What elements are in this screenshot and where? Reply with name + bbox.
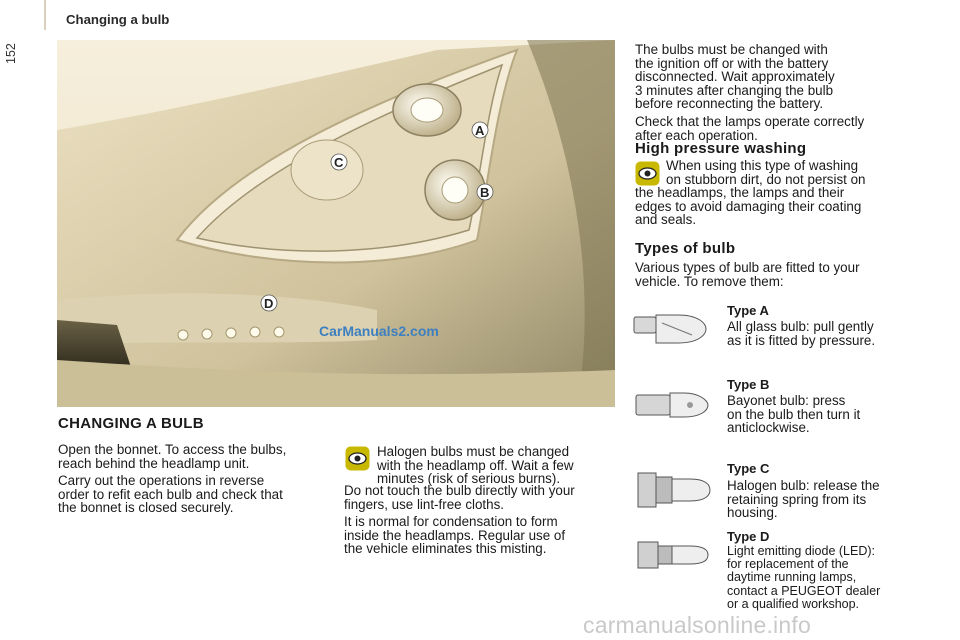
types-intro: Various types of bulb are fitted to your vehicle. To remove them: — [635, 260, 860, 289]
label-d: D — [264, 296, 274, 311]
page-title: Changing a bulb — [66, 12, 170, 27]
intro-paragraph: Open the bonnet. To access the bulbs, reach behind the headlamp unit. Carry out the operations in reverse order to refit each bulb and check that the bonnet is closed securely. — [58, 442, 287, 516]
type-a-label: Type A — [727, 303, 769, 318]
watermark-carmanuals2: CarManuals2.com — [319, 323, 439, 339]
battery-paragraph: The bulbs must be changed with the ignition off or with the battery disconnected. Wait approximately 3 minutes after changing the bulb before reconnecting the battery. Check that the lamps operate correctly after each operation. — [635, 42, 865, 143]
header-divider — [44, 0, 46, 30]
label-a: A — [475, 123, 485, 138]
high-pressure-text-indented: When using this type of washing on stubborn dirt, do not persist on — [666, 158, 866, 187]
section-heading-types-of-bulb: Types of bulb — [635, 240, 736, 257]
type-c-label: Type C — [727, 461, 770, 476]
warning-icon — [345, 446, 370, 476]
type-d-label: Type D — [727, 529, 770, 544]
headlamp-illustration — [57, 40, 615, 407]
bulb-type-c-icon — [632, 463, 712, 520]
watermark-carmanualsonline: carmanualsonline.info — [583, 612, 811, 638]
label-b: B — [480, 185, 490, 200]
type-d-description: Light emitting diode (LED): for replacement of the daytime running lamps, contact a PEUGEOT dealer or a qualified workshop. — [727, 544, 881, 611]
high-pressure-text: the headlamps, the lamps and their edges to avoid damaging their coating and seals. — [635, 185, 862, 228]
section-heading-high-pressure-washing: High pressure washing — [635, 140, 807, 157]
halogen-warning-text: Halogen bulbs must be changed with the headlamp off. Wait a few minutes (risk of serious burns). — [377, 444, 574, 487]
section-heading-changing-a-bulb: CHANGING A BULB — [58, 415, 204, 432]
type-b-label: Type B — [727, 377, 770, 392]
type-b-description: Bayonet bulb: press on the bulb then turn it anticlockwise. — [727, 393, 861, 436]
page-number: 152 — [4, 43, 18, 64]
halogen-warning-continued: Do not touch the bulb directly with your fingers, use lint-free cloths. It is normal for condensation to form inside the headlamps. Regular use of the vehicle eliminates this misting. — [344, 483, 575, 557]
bulb-type-a-icon — [632, 303, 712, 360]
type-c-description: Halogen bulb: release the retaining spring from its housing. — [727, 478, 880, 521]
label-c: C — [334, 155, 344, 170]
bulb-type-d-icon — [632, 528, 712, 585]
type-a-description: All glass bulb: pull gently as it is fitted by pressure. — [727, 319, 876, 348]
bulb-type-b-icon — [632, 381, 712, 438]
